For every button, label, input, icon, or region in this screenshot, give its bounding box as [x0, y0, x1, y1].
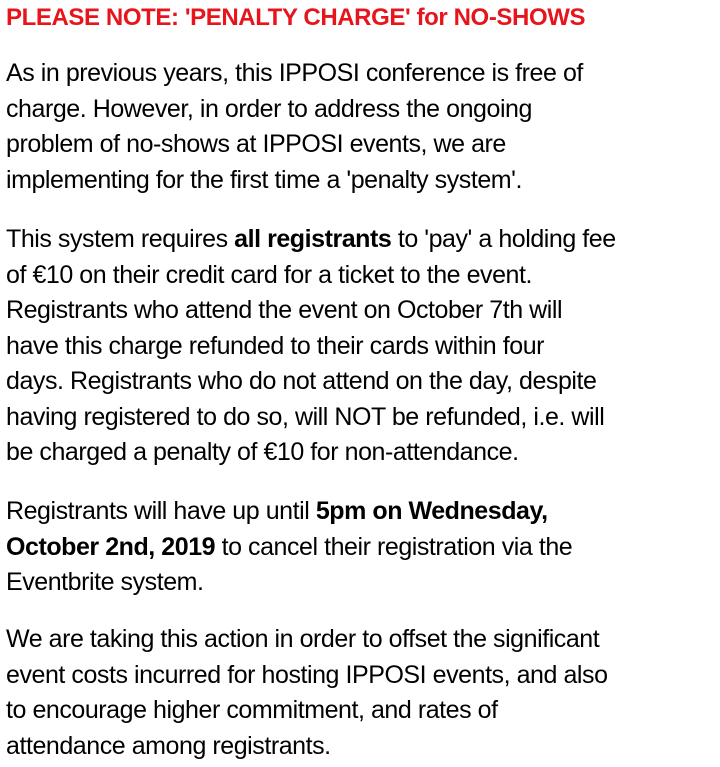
- text-segment: This system requires: [6, 225, 235, 253]
- text-segment: to 'pay' a holding fee: [391, 225, 616, 253]
- paragraph-line: have this charge refunded to their cards within four: [6, 331, 545, 360]
- paragraph-rationale: [6, 622, 718, 764]
- paragraph-line: [6, 530, 718, 566]
- paragraph-line: charge. However, in order to address the ongoing: [6, 94, 532, 123]
- paragraph-line: days. Registrants who do not attend on the day, despite: [6, 367, 597, 395]
- paragraph-line: [6, 494, 718, 530]
- paragraph-line: [6, 222, 718, 258]
- paragraph-line: implementing for the first time a 'penalty system'.: [6, 165, 522, 194]
- paragraph-fee-system: [6, 222, 718, 471]
- paragraph-line: be charged a penalty of €10 for non-attendance.: [6, 438, 519, 466]
- text-segment: Registrants will have up until: [6, 497, 316, 525]
- paragraph-line: As in previous years, this IPPOSI conference is free of: [6, 59, 583, 87]
- text-segment: to cancel their registration via the: [215, 532, 573, 561]
- paragraph-line: We are taking this action in order to offset the significant: [6, 625, 600, 653]
- paragraph-cancellation-deadline: [6, 494, 718, 601]
- paragraph-intro: [6, 56, 718, 198]
- paragraph-line: Registrants who attend the event on October 7th will: [6, 296, 563, 324]
- paragraph-line: problem of no-shows at IPPOSI events, we are: [6, 130, 506, 158]
- emphasis-all-registrants: all registrants: [234, 225, 392, 253]
- emphasis-deadline-date: October 2nd, 2019: [6, 532, 216, 561]
- paragraph-line: attendance among registrants.: [6, 731, 331, 760]
- emphasis-deadline-time: 5pm on Wednesday,: [315, 497, 548, 525]
- notice-title: PLEASE NOTE: 'PENALTY CHARGE' for NO-SHOWS: [6, 4, 586, 31]
- paragraph-line: event costs incurred for hosting IPPOSI events, and also: [6, 660, 608, 689]
- paragraph-line: to encourage higher commitment, and rates of: [6, 696, 498, 724]
- paragraph-line: having registered to do so, will NOT be refunded, i.e. will: [6, 402, 605, 431]
- paragraph-line: Eventbrite system.: [6, 568, 204, 596]
- paragraph-line: of €10 on their credit card for a ticket to the event.: [6, 260, 533, 289]
